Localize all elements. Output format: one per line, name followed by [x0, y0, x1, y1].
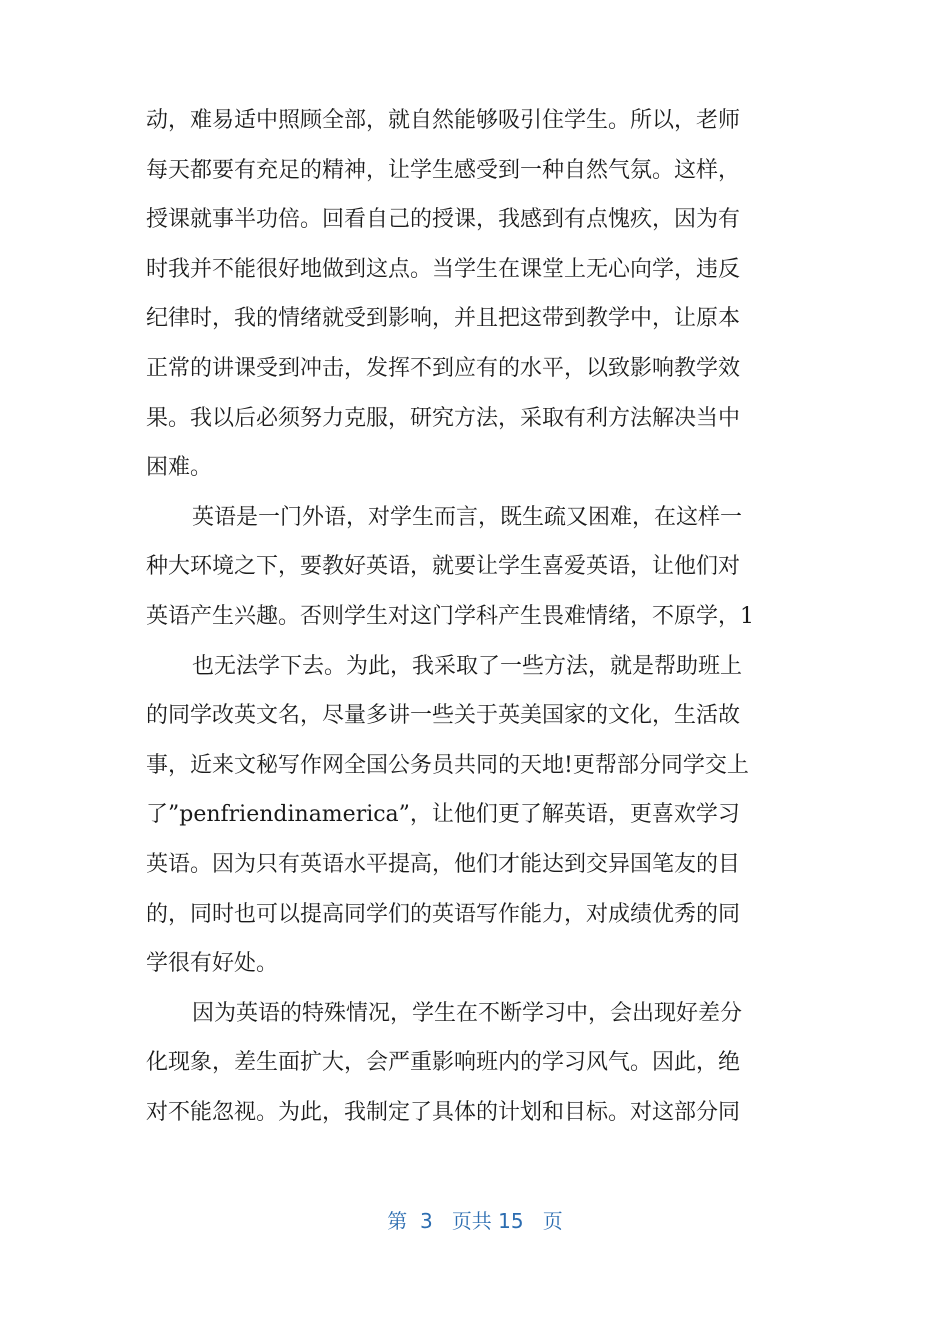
text-line: 事，近来文秘写作网全国公务员共同的天地!更帮部分同学交上: [146, 752, 749, 778]
text-line: 每天都要有充足的精神，让学生感受到一种自然气氛。这样，: [146, 157, 741, 183]
page-footer: [0, 1205, 950, 1234]
text-line: 也无法学下去。为此，我采取了一些方法，就是帮助班上: [192, 653, 743, 679]
paragraph: [146, 493, 806, 642]
text-line: 正常的讲课受到冲击，发挥不到应有的水平，以致影响教学效: [146, 355, 741, 381]
text-line: 对不能忽视。为此，我制定了具体的计划和目标。对这部分同: [146, 1099, 741, 1125]
text-line: 动，难易适中照顾全部，就自然能够吸引住学生。所以，老师: [146, 108, 741, 133]
footer-middle: 页共: [451, 1209, 492, 1233]
footer-prefix: 第: [387, 1209, 408, 1233]
footer-total-pages: 15: [498, 1209, 524, 1233]
text-line: 英语产生兴趣。否则学生对这门学科产生畏难情绪，不原学，1: [146, 603, 754, 629]
text-line: 英语。因为只有英语水平提高，他们才能达到交异国笔友的目: [146, 851, 741, 877]
paragraph: [146, 989, 806, 1138]
text-line: 种大环境之下，要教好英语，就要让学生喜爱英语，让他们对: [146, 554, 741, 580]
text-line: 授课就事半功倍。回看自己的授课，我感到有点愧疚，因为有: [146, 207, 741, 233]
text-line: 困难。: [146, 455, 213, 481]
text-line: 纪律时，我的情绪就受到影响，并且把这带到教学中，让原本: [146, 306, 741, 332]
footer-page-number: 3: [420, 1209, 433, 1233]
text-line: 化现象，差生面扩大，会严重影响班内的学习风气。因此，绝: [146, 1050, 741, 1076]
text-line: 英语是一门外语，对学生而言，既生疏又困难，在这样一: [192, 504, 743, 530]
text-line: 因为英语的特殊情况，学生在不断学习中，会出现好差分: [192, 1000, 743, 1026]
text-line: 了”penfriendinamerica”，让他们更了解英语，更喜欢学习: [146, 802, 740, 828]
paragraph: [146, 642, 806, 989]
text-line: 果。我以后必须努力克服，研究方法，采取有利方法解决当中: [146, 405, 741, 431]
text-line: 的同学改英文名，尽量多讲一些关于英美国家的文化，生活故: [146, 703, 741, 729]
document-body: [146, 96, 806, 1137]
text-line: 学很有好处。: [146, 951, 279, 977]
footer-suffix: 页: [542, 1209, 563, 1233]
text-line: 时我并不能很好地做到这点。当学生在课堂上无心向学，违反: [146, 256, 741, 282]
paragraph: [146, 96, 806, 493]
text-line: 的，同时也可以提高同学们的英语写作能力，对成绩优秀的同: [146, 901, 741, 927]
